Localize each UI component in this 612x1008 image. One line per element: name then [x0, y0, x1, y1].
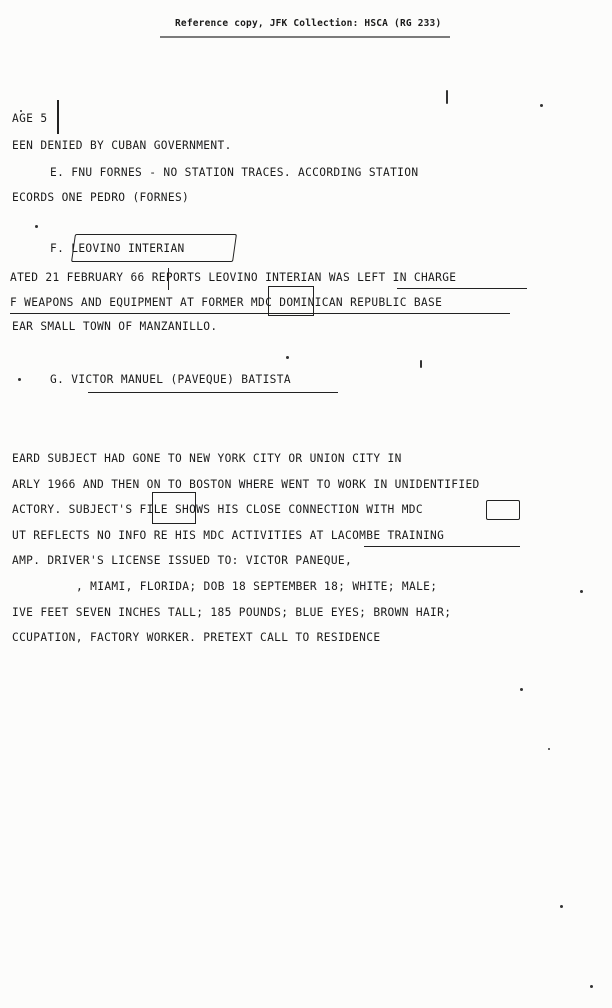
handwritten-underline [88, 392, 338, 393]
margin-bar [57, 100, 59, 134]
scan-speck [520, 688, 523, 691]
text-line: ARLY 1966 AND THEN ON TO BOSTON WHERE WENT TO WORK IN UNIDENTIFIED [12, 478, 480, 491]
text-line: ATED 21 FEBRUARY 66 REPORTS LEOVINO INTERIAN WAS LEFT IN CHARGE [10, 271, 457, 284]
scan-speck [20, 110, 22, 112]
text-line: ECORDS ONE PEDRO (FORNES) [12, 191, 190, 204]
page-number-line: AGE 5 [12, 112, 48, 125]
paragraph-f-heading: F. LEOVINO INTERIAN [50, 242, 185, 255]
scan-speck [548, 748, 550, 750]
handwritten-underline [10, 313, 510, 314]
scan-speck [18, 378, 21, 381]
handwritten-underline [397, 288, 527, 289]
text-line: , MIAMI, FLORIDA; DOB 18 SEPTEMBER 18; WHITE; MALE; [76, 580, 438, 593]
collection-header: Reference copy, JFK Collection: HSCA (RG 233) [175, 18, 442, 29]
paragraph-g-heading: G. VICTOR MANUEL (PAVEQUE) BATISTA [50, 373, 291, 386]
scan-speck [560, 905, 563, 908]
header-rule [160, 36, 450, 38]
text-line: EARD SUBJECT HAD GONE TO NEW YORK CITY OR UNION CITY IN [12, 452, 402, 465]
scan-speck [286, 356, 289, 359]
text-line: IVE FEET SEVEN INCHES TALL; 185 POUNDS; BLUE EYES; BROWN HAIR; [12, 606, 452, 619]
text-line: UT REFLECTS NO INFO RE HIS MDC ACTIVITIES AT LACOMBE TRAINING [12, 529, 445, 542]
text-line: F WEAPONS AND EQUIPMENT AT FORMER MDC DOMINICAN REPUBLIC BASE [10, 296, 443, 309]
scan-speck [420, 360, 422, 368]
handwritten-underline [364, 546, 520, 547]
scan-speck [540, 104, 543, 107]
text-line: ACTORY. SUBJECT'S FILE SHOWS HIS CLOSE CONNECTION WITH MDC [12, 503, 423, 516]
text-line: CCUPATION, FACTORY WORKER. PRETEXT CALL TO RESIDENCE [12, 631, 381, 644]
scan-speck [580, 590, 583, 593]
text-line: EAR SMALL TOWN OF MANZANILLO. [12, 320, 218, 333]
text-line: EEN DENIED BY CUBAN GOVERNMENT. [12, 139, 232, 152]
scan-speck [446, 90, 448, 104]
scan-speck [590, 985, 593, 988]
text-line: AMP. DRIVER'S LICENSE ISSUED TO: VICTOR PANEQUE, [12, 554, 353, 567]
paragraph-e-heading: E. FNU FORNES - NO STATION TRACES. ACCORDING STATION [50, 166, 419, 179]
handwritten-box-mdc [486, 500, 520, 520]
scan-speck [35, 225, 38, 228]
